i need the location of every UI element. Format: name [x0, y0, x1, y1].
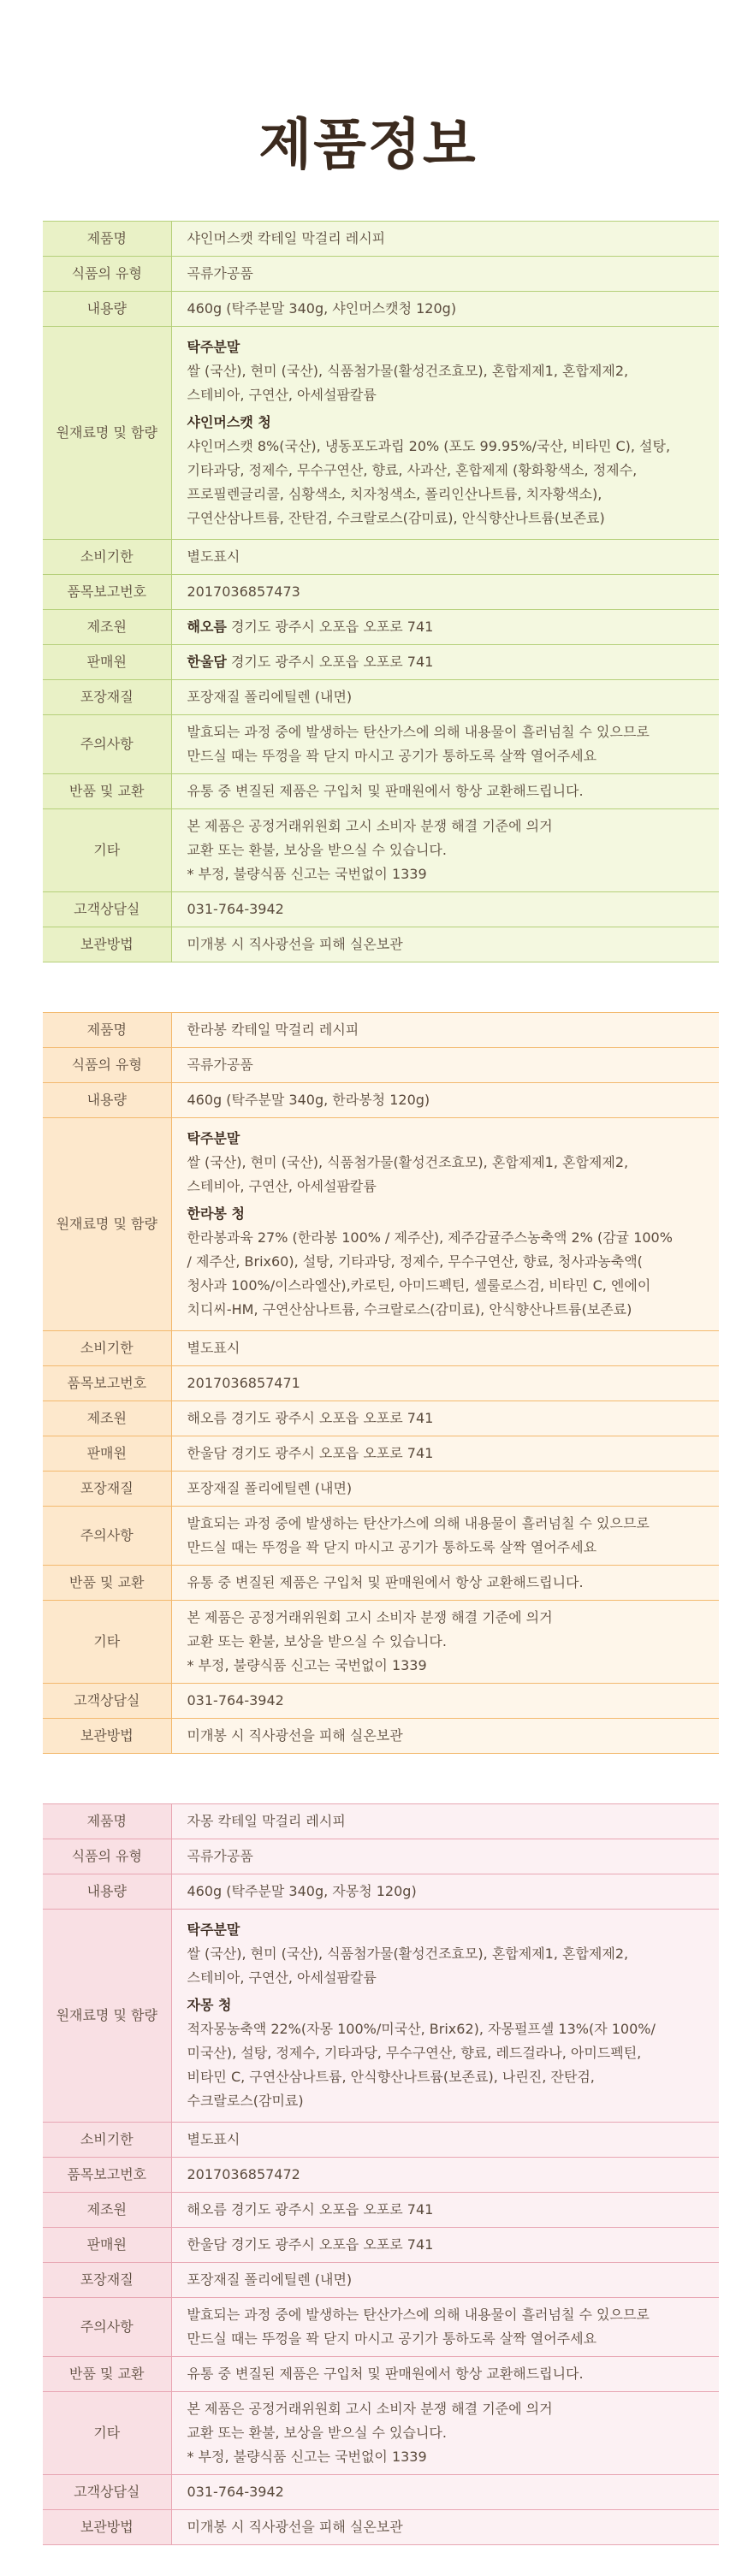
ingredient-line: 미국산), 설탕, 정제수, 기타과당, 무수구연산, 향료, 레드걸라나, 아미드펙틴,	[187, 2045, 642, 2061]
label-seller: 판매원	[43, 645, 171, 680]
label-food-type: 식품의 유형	[43, 1048, 171, 1083]
label-volume: 내용량	[43, 1083, 171, 1118]
label-ingredients: 원재료명 및 함량	[43, 1910, 171, 2123]
caution-line: 발효되는 과정 중에 발생하는 탄산가스에 의해 내용물이 흘러넘칠 수 있으므로	[187, 2307, 650, 2323]
label-seller: 판매원	[43, 2228, 171, 2263]
label-caution: 주의사항	[43, 1507, 171, 1566]
value-seller	[171, 2228, 719, 2263]
product-info-table	[43, 1012, 719, 1754]
row-etc	[43, 809, 719, 892]
ingredient-line: 프로필렌글리콜, 심황색소, 치자청색소, 폴리인산나트륨, 치자황색소),	[187, 486, 602, 502]
ingredient-line: 쌀 (국산), 현미 (국산), 식품첨가물(활성건조효모), 혼합제제1, 혼합제제2,	[187, 363, 629, 379]
label-seller: 판매원	[43, 1436, 171, 1472]
row-refund	[43, 1566, 719, 1601]
label-volume: 내용량	[43, 292, 171, 327]
value-volume: 460g (탁주분말 340g, 한라봉청 120g)	[171, 1083, 719, 1118]
row-storage	[43, 1719, 719, 1754]
value-food-type: 곡류가공품	[171, 1839, 719, 1874]
label-ingredients: 원재료명 및 함량	[43, 327, 171, 540]
ingredient-line: 한라봉과육 27% (한라봉 100% / 제주산), 제주감귤주스농축액 2% (감귤 100%	[187, 1229, 673, 1246]
row-storage	[43, 927, 719, 962]
value-ingredients	[171, 1118, 719, 1331]
label-product-name: 제품명	[43, 222, 171, 257]
page-title: 제품정보	[258, 114, 478, 177]
value-product-name: 한라봉 칵테일 막걸리 레시피	[171, 1013, 719, 1048]
value-customer-service: 031-764-3942	[171, 2475, 719, 2510]
ingredient-line: 구연산삼나트륨, 잔탄검, 수크랄로스(감미료), 안식향산나트륨(보존료)	[187, 510, 605, 526]
caution-line: 만드실 때는 뚜껑을 꽉 닫지 마시고 공기가 통하도록 살짝 열어주세요	[187, 748, 597, 764]
label-food-type: 식품의 유형	[43, 257, 171, 292]
value-refund: 유통 중 변질된 제품은 구입처 및 판매원에서 항상 교환해드립니다.	[171, 1566, 719, 1601]
row-customer-service	[43, 1684, 719, 1719]
seller-name: 한울담	[187, 1445, 227, 1461]
label-customer-service: 고객상담실	[43, 892, 171, 927]
label-report-number: 품목보고번호	[43, 1366, 171, 1401]
ingredient-line: 청사과 100%/이스라엘산),카로틴, 아미드펙틴, 셀룰로스검, 비타민 C, 엔에이	[187, 1277, 651, 1294]
ingredient-heading-syrup: 샤인머스캣 청	[187, 414, 271, 430]
row-manufacturer	[43, 2193, 719, 2228]
seller-name: 한울담	[187, 654, 227, 670]
caution-line: 발효되는 과정 중에 발생하는 탄산가스에 의해 내용물이 흘러넘칠 수 있으므로	[187, 1515, 650, 1531]
value-customer-service: 031-764-3942	[171, 892, 719, 927]
etc-line: 교환 또는 환불, 보상을 받으실 수 있습니다.	[187, 842, 447, 858]
label-customer-service: 고객상담실	[43, 2475, 171, 2510]
etc-line: * 부정, 불량식품 신고는 국번없이 1339	[187, 866, 427, 882]
etc-line: * 부정, 불량식품 신고는 국번없이 1339	[187, 2449, 427, 2465]
row-report-number	[43, 1366, 719, 1401]
row-product-name	[43, 1804, 719, 1839]
etc-line: 본 제품은 공정거래위원회 고시 소비자 분쟁 해결 기준에 의거	[187, 2401, 553, 2417]
label-report-number: 품목보고번호	[43, 2158, 171, 2193]
product-info-table	[43, 1803, 719, 2545]
etc-line: 본 제품은 공정거래위원회 고시 소비자 분쟁 해결 기준에 의거	[187, 1609, 553, 1626]
value-expiry: 별도표시	[171, 540, 719, 575]
manufacturer-address: 경기도 광주시 오포읍 오포로 741	[226, 619, 434, 635]
row-packaging	[43, 2263, 719, 2298]
row-expiry	[43, 1331, 719, 1366]
label-etc: 기타	[43, 809, 171, 892]
row-volume	[43, 1874, 719, 1910]
ingredient-line: 쌀 (국산), 현미 (국산), 식품첨가물(활성건조효모), 혼합제제1, 혼합제제2,	[187, 1945, 629, 1962]
etc-line: * 부정, 불량식품 신고는 국번없이 1339	[187, 1657, 427, 1673]
etc-line: 교환 또는 환불, 보상을 받으실 수 있습니다.	[187, 2425, 447, 2441]
product-info-table	[43, 221, 719, 962]
row-food-type	[43, 1048, 719, 1083]
label-refund: 반품 및 교환	[43, 1566, 171, 1601]
product-sections	[0, 221, 736, 2545]
row-etc	[43, 1601, 719, 1684]
value-packaging: 포장재질 폴리에틸렌 (내면)	[171, 680, 719, 715]
ingredient-line: 샤인머스캣 8%(국산), 냉동포도과립 20% (포도 99.95%/국산, 비타민 C), 설탕,	[187, 438, 671, 454]
seller-name: 한울담	[187, 2236, 227, 2253]
value-product-name: 샤인머스캣 칵테일 막걸리 레시피	[171, 222, 719, 257]
ingredient-heading-powder: 탁주분말	[187, 1922, 240, 1938]
label-volume: 내용량	[43, 1874, 171, 1910]
row-volume	[43, 1083, 719, 1118]
value-volume: 460g (탁주분말 340g, 샤인머스캣청 120g)	[171, 292, 719, 327]
value-manufacturer	[171, 610, 719, 645]
label-etc: 기타	[43, 2392, 171, 2475]
row-volume	[43, 292, 719, 327]
label-etc: 기타	[43, 1601, 171, 1684]
label-caution: 주의사항	[43, 715, 171, 774]
product-info-section	[43, 1012, 719, 1754]
row-seller	[43, 1436, 719, 1472]
ingredient-line: 수크랄로스(감미료)	[187, 2093, 304, 2109]
label-refund: 반품 및 교환	[43, 774, 171, 809]
value-caution	[171, 2298, 719, 2357]
ingredient-line: 스테비아, 구연산, 아세설팜칼륨	[187, 1969, 377, 1986]
label-product-name: 제품명	[43, 1013, 171, 1048]
row-ingredients	[43, 1118, 719, 1331]
label-storage: 보관방법	[43, 1719, 171, 1754]
label-packaging: 포장재질	[43, 680, 171, 715]
manufacturer-name: 해오름	[187, 1410, 227, 1426]
manufacturer-name: 해오름	[187, 619, 227, 635]
caution-line: 만드실 때는 뚜껑을 꽉 닫지 마시고 공기가 통하도록 살짝 열어주세요	[187, 2330, 597, 2347]
ingredient-line: 치디씨-HM, 구연산삼나트륨, 수크랄로스(감미료), 안식향산나트륨(보존료)	[187, 1301, 632, 1318]
caution-line: 발효되는 과정 중에 발생하는 탄산가스에 의해 내용물이 흘러넘칠 수 있으므로	[187, 724, 650, 740]
value-report-number: 2017036857473	[171, 575, 719, 610]
ingredient-heading-powder: 탁주분말	[187, 1130, 240, 1146]
label-storage: 보관방법	[43, 927, 171, 962]
value-manufacturer	[171, 2193, 719, 2228]
manufacturer-address: 경기도 광주시 오포읍 오포로 741	[226, 2201, 434, 2218]
value-refund: 유통 중 변질된 제품은 구입처 및 판매원에서 항상 교환해드립니다.	[171, 774, 719, 809]
ingredient-heading-syrup: 자몽 청	[187, 1997, 232, 2013]
ingredient-line: 비타민 C, 구연산삼나트륨, 안식향산나트륨(보존료), 나린진, 잔탄검,	[187, 2069, 595, 2085]
value-caution	[171, 1507, 719, 1566]
row-caution	[43, 1507, 719, 1566]
row-manufacturer	[43, 610, 719, 645]
value-storage: 미개봉 시 직사광선을 피해 실온보관	[171, 1719, 719, 1754]
ingredient-heading-syrup: 한라봉 청	[187, 1205, 245, 1222]
value-etc	[171, 2392, 719, 2475]
product-info-section	[43, 1803, 719, 2545]
title-area	[0, 0, 736, 221]
value-food-type: 곡류가공품	[171, 1048, 719, 1083]
label-storage: 보관방법	[43, 2510, 171, 2545]
label-product-name: 제품명	[43, 1804, 171, 1839]
value-etc	[171, 809, 719, 892]
label-ingredients: 원재료명 및 함량	[43, 1118, 171, 1331]
row-expiry	[43, 540, 719, 575]
row-report-number	[43, 2158, 719, 2193]
ingredient-heading-powder: 탁주분말	[187, 339, 240, 355]
manufacturer-address: 경기도 광주시 오포읍 오포로 741	[226, 1410, 434, 1426]
row-seller	[43, 2228, 719, 2263]
value-manufacturer	[171, 1401, 719, 1436]
etc-line: 교환 또는 환불, 보상을 받으실 수 있습니다.	[187, 1633, 447, 1649]
ingredient-line: 적자몽농축액 22%(자몽 100%/미국산, Brix62), 자몽펄프셀 13%(자 100%/	[187, 2021, 656, 2037]
value-caution	[171, 715, 719, 774]
value-storage: 미개봉 시 직사광선을 피해 실온보관	[171, 2510, 719, 2545]
row-caution	[43, 715, 719, 774]
seller-address: 경기도 광주시 오포읍 오포로 741	[226, 1445, 434, 1461]
value-product-name: 자몽 칵테일 막걸리 레시피	[171, 1804, 719, 1839]
row-food-type	[43, 257, 719, 292]
value-customer-service: 031-764-3942	[171, 1684, 719, 1719]
row-storage	[43, 2510, 719, 2545]
row-refund	[43, 774, 719, 809]
label-manufacturer: 제조원	[43, 1401, 171, 1436]
row-etc	[43, 2392, 719, 2475]
row-packaging	[43, 680, 719, 715]
row-refund	[43, 2357, 719, 2392]
label-food-type: 식품의 유형	[43, 1839, 171, 1874]
label-refund: 반품 및 교환	[43, 2357, 171, 2392]
row-food-type	[43, 1839, 719, 1874]
row-caution	[43, 2298, 719, 2357]
row-packaging	[43, 1472, 719, 1507]
value-refund: 유통 중 변질된 제품은 구입처 및 판매원에서 항상 교환해드립니다.	[171, 2357, 719, 2392]
value-report-number: 2017036857471	[171, 1366, 719, 1401]
row-ingredients	[43, 327, 719, 540]
row-manufacturer	[43, 1401, 719, 1436]
row-report-number	[43, 575, 719, 610]
value-report-number: 2017036857472	[171, 2158, 719, 2193]
row-customer-service	[43, 892, 719, 927]
row-seller	[43, 645, 719, 680]
seller-address: 경기도 광주시 오포읍 오포로 741	[226, 2236, 434, 2253]
value-etc	[171, 1601, 719, 1684]
value-expiry: 별도표시	[171, 1331, 719, 1366]
caution-line: 만드실 때는 뚜껑을 꽉 닫지 마시고 공기가 통하도록 살짝 열어주세요	[187, 1539, 597, 1555]
etc-line: 본 제품은 공정거래위원회 고시 소비자 분쟁 해결 기준에 의거	[187, 818, 553, 834]
value-seller	[171, 1436, 719, 1472]
manufacturer-name: 해오름	[187, 2201, 227, 2218]
value-food-type: 곡류가공품	[171, 257, 719, 292]
row-product-name	[43, 222, 719, 257]
row-customer-service	[43, 2475, 719, 2510]
label-packaging: 포장재질	[43, 2263, 171, 2298]
ingredient-line: 쌀 (국산), 현미 (국산), 식품첨가물(활성건조효모), 혼합제제1, 혼합제제2,	[187, 1154, 629, 1170]
value-volume: 460g (탁주분말 340g, 자몽청 120g)	[171, 1874, 719, 1910]
seller-address: 경기도 광주시 오포읍 오포로 741	[226, 654, 434, 670]
row-ingredients	[43, 1910, 719, 2123]
value-storage: 미개봉 시 직사광선을 피해 실온보관	[171, 927, 719, 962]
ingredient-line: 스테비아, 구연산, 아세설팜칼륨	[187, 1178, 377, 1194]
label-manufacturer: 제조원	[43, 2193, 171, 2228]
value-seller	[171, 645, 719, 680]
row-expiry	[43, 2123, 719, 2158]
label-expiry: 소비기한	[43, 1331, 171, 1366]
value-expiry: 별도표시	[171, 2123, 719, 2158]
label-caution: 주의사항	[43, 2298, 171, 2357]
label-customer-service: 고객상담실	[43, 1684, 171, 1719]
row-product-name	[43, 1013, 719, 1048]
label-expiry: 소비기한	[43, 540, 171, 575]
label-manufacturer: 제조원	[43, 610, 171, 645]
value-ingredients	[171, 327, 719, 540]
ingredient-line: 기타과당, 정제수, 무수구연산, 향료, 사과산, 혼합제제 (황화황색소, 정제수,	[187, 462, 638, 478]
ingredient-line: 스테비아, 구연산, 아세설팜칼륨	[187, 387, 377, 403]
value-ingredients	[171, 1910, 719, 2123]
label-expiry: 소비기한	[43, 2123, 171, 2158]
ingredient-line: / 제주산, Brix60), 설탕, 기타과당, 정제수, 무수구연산, 향료, 청사과농축액(	[187, 1253, 643, 1270]
label-report-number: 품목보고번호	[43, 575, 171, 610]
value-packaging: 포장재질 폴리에틸렌 (내면)	[171, 1472, 719, 1507]
product-info-section	[43, 221, 719, 962]
value-packaging: 포장재질 폴리에틸렌 (내면)	[171, 2263, 719, 2298]
label-packaging: 포장재질	[43, 1472, 171, 1507]
